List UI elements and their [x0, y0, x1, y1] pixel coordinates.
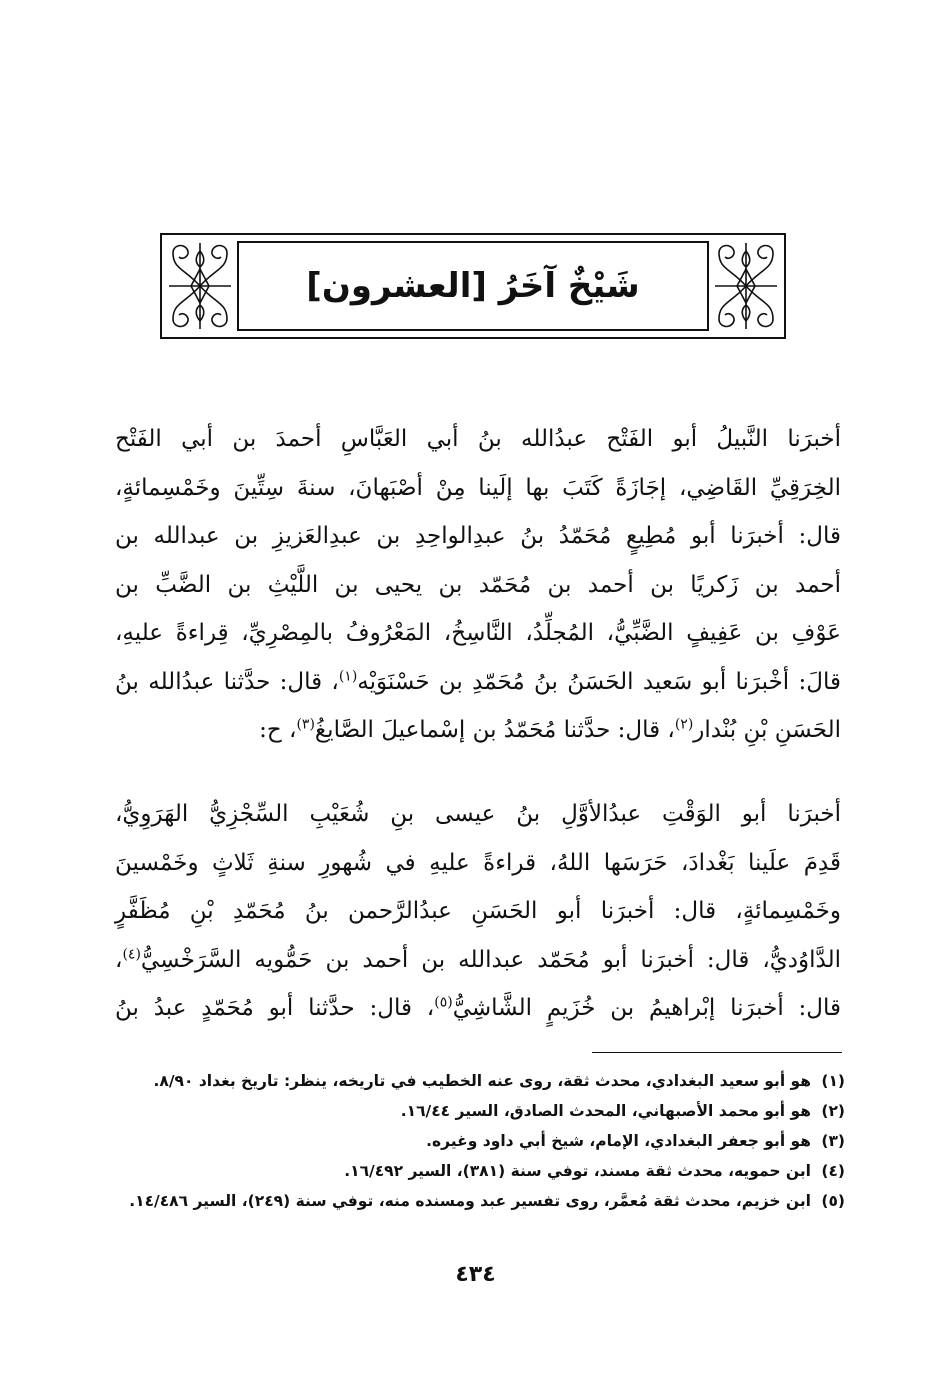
- text-line: [115, 706, 841, 755]
- text-segment: قالَ: أخْبرَنا أبو سَعيد الحَسَنُ بنُ مُحَمّدِ بن حَسْنَوَيْه: [357, 668, 841, 695]
- text-segment: ، قال: حدَّثنا أبو مُحَمّدٍ عبدُ بنُ: [115, 995, 435, 1021]
- text-line: [115, 658, 841, 707]
- footnote-mark: (٣): [296, 716, 315, 733]
- page-number: ٤٣٤: [455, 1262, 496, 1287]
- footnote-text: ابن حمويه، محدث ثقة مسند، توفي سنة (٣٨١)، السير ١٦/٤٩٢.: [344, 1162, 811, 1180]
- text-line: الخِرَقِيِّ القَاضِي، إجَازَةً كَتَبَ بها إلَينا مِنْ أصْبَهانَ، سنةَ سِتِّينَ وخَمْسِمائةٍ،: [115, 474, 841, 501]
- paragraph-2: [115, 790, 841, 1033]
- text-line: [115, 984, 841, 1033]
- chapter-banner: [160, 233, 786, 339]
- footnote-item: [115, 1096, 845, 1126]
- footnote-text: ابن خزيم، محدث ثقة مُعمَّر، روى تفسير عبد ومسنده منه، توفي سنة (٢٤٩)، السير ١٤/٤٨٦.: [129, 1192, 811, 1210]
- footnote-mark: (٥): [434, 994, 453, 1011]
- footnote-mark: (٢): [674, 716, 694, 733]
- footnote-number: (١): [821, 1072, 845, 1090]
- text-line: عَوْفِ بن عَفِيفٍ الضَّبِّيُّ، المُجلِّدُ، النَّاسِخُ، المَعْرُوفُ بالمِصْرِيِّ، قِراءةً عليهِ،: [115, 620, 841, 646]
- text-segment: ، قال: حدَّثنا عبدُالله بنُ: [115, 668, 339, 695]
- floral-ornament-icon: [711, 239, 781, 333]
- text-line: قال: أخبرَنا أبو مُطِيعٍ مُحَمّدُ بنُ عبدِالواحِدِ بن عبدِالعَزيزِ بن عبدالله بن: [115, 523, 841, 549]
- text-line: [115, 936, 841, 985]
- footnote-mark: (٤): [122, 945, 141, 962]
- text-line: قَدِمَ علَينا بَغْدادَ، حَرَسَها اللهُ، قراءةً عليهِ في شُهورِ سنةِ ثَلاثٍ وخَمْسينَ: [115, 849, 841, 876]
- footnote-item: [115, 1126, 845, 1156]
- footnotes-list: [115, 1066, 845, 1216]
- footnote-text: هو أبو محمد الأصبهاني، المحدث الصادق، السير ١٦/٤٤.: [400, 1102, 811, 1120]
- footnote-number: (٢): [821, 1102, 845, 1120]
- text-segment: قال: أخبرَنا إبْراهيمُ بن خُزَيمٍ الشَّاشِيُّ: [452, 995, 841, 1021]
- footnote-number: (٥): [821, 1192, 845, 1210]
- footnote-divider: [592, 1052, 842, 1053]
- floral-ornament-icon: [165, 239, 235, 333]
- footnote-item: [115, 1156, 845, 1186]
- text-line: أخبرَنا النَّبيلُ أبو الفَتْح عبدُالله بنُ أبي العَبَّاسِ أحمدَ بن أبي الفَتْح: [115, 426, 841, 452]
- text-line: أحمد بن زَكريًا بن أحمد بن مُحَمّد بن يحيى بن اللَّيْثِ بن الضَّبِّ بن: [115, 571, 841, 598]
- footnote-item: [115, 1066, 845, 1096]
- chapter-title: شَيْخٌ آخَرُ [العشرون]: [306, 266, 640, 306]
- paragraph-1: [115, 415, 841, 755]
- text-segment: ، ح:: [259, 717, 297, 743]
- text-segment: ،: [115, 946, 123, 973]
- footnote-mark: (١): [338, 667, 358, 684]
- footnote-text: هو أبو سعيد البغدادي، محدث ثقة، روى عنه الخطيب في تاريخه، ينظر: تاريخ بغداد ٨/٩٠.: [153, 1072, 811, 1090]
- title-frame: [237, 241, 709, 331]
- footnote-text: هو أبو جعفر البغدادي، الإمام، شيخ أبي داود وغيره.: [426, 1132, 811, 1150]
- text-line: وخَمْسِمائةٍ، قال: أخبرَنا أبو الحَسَنِ عبدُالرَّحمن بنُ مُحَمّدِ بْنِ مُظَفَّرٍ: [115, 898, 841, 924]
- footnote-number: (٤): [821, 1162, 845, 1180]
- text-line: أخبرَنا أبو الوَقْتِ عبدُالأوَّلِ بنُ عيسى بنِ شُعَيْبِ السِّجْزِيُّ الهَرَوِيُّ،: [115, 801, 841, 827]
- footnote-number: (٣): [821, 1132, 845, 1150]
- footnote-item: [115, 1186, 845, 1216]
- text-segment: الحَسَنِ بْنِ بُنْدار: [693, 717, 841, 743]
- text-segment: الدَّاوُديُّ، قال: أخبرَنا أبو مُحَمّد عبدالله بن أحمد بن حَمُّويه السَّرَخْسِيُّ: [140, 946, 841, 973]
- text-segment: ، قال: حدَّثنا مُحَمّدُ بن إسْماعيلَ الصَّايغُ: [314, 717, 675, 743]
